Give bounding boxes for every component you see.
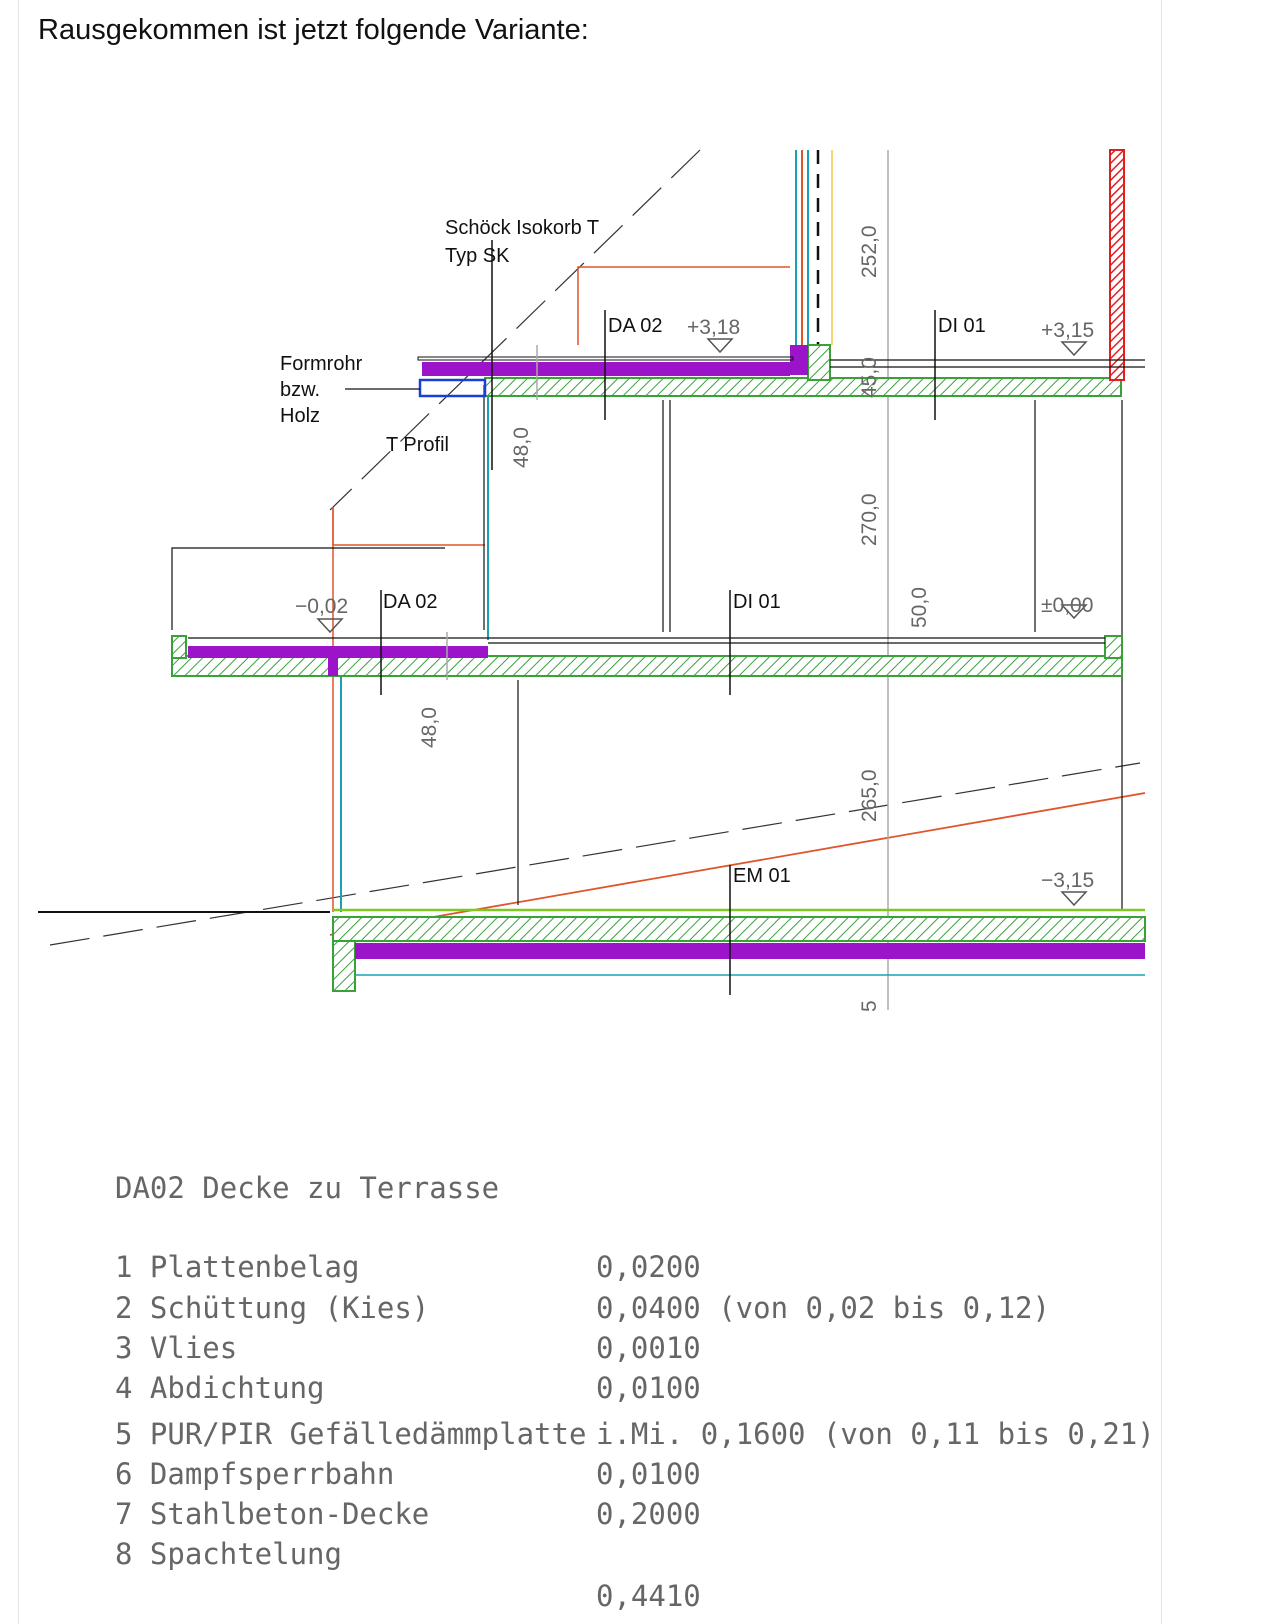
level-minus-315: −3,15 (1041, 869, 1095, 892)
legend-value-5: i.Mi. 0,1600 (von 0,11 bis 0,21) (596, 1417, 1155, 1451)
dimension-values (418, 225, 931, 1012)
label-typ-sk: Typ SK (445, 245, 510, 267)
legend-item-4: 4 Abdichtung (115, 1371, 325, 1405)
legend-value-2: 0,0400 (von 0,02 bis 0,12) (596, 1291, 1050, 1325)
legend-value-7: 0,2000 (596, 1497, 701, 1531)
label-holz: Holz (280, 405, 321, 427)
legend-item-3: 3 Vlies (115, 1331, 238, 1365)
legend-title: DA02 Decke zu Terrasse (115, 1171, 500, 1205)
dim-2520: 252,0 (858, 225, 881, 278)
label-isokorb: Schöck Isokorb T (445, 217, 600, 239)
legend-value-4: 0,0100 (596, 1371, 701, 1405)
wall-lines (172, 150, 1122, 1010)
section-marker-lines (381, 240, 935, 995)
label-di01-lower: DI 01 (733, 591, 781, 613)
post-intro-text: Rausgekommen ist jetzt folgende Variante: (38, 14, 589, 46)
legend-value-1: 0,0200 (596, 1250, 701, 1284)
level-markers (318, 339, 1086, 905)
legend-item-7: 7 Stahlbeton-Decke (115, 1497, 430, 1531)
label-formrohr: Formrohr (280, 353, 363, 375)
level-plus-318: +3,18 (687, 316, 741, 339)
legend-total: 0,4410 (596, 1579, 701, 1613)
dim-2650: 265,0 (858, 769, 881, 822)
dim-450: 45,0 (858, 357, 881, 398)
dim-480-upper: 48,0 (510, 427, 533, 468)
legend-item-8: 8 Spachtelung (115, 1537, 342, 1571)
legend-item-1: 1 Plattenbelag (115, 1250, 360, 1284)
dim-500: 50,0 (908, 587, 931, 628)
legend-value-6: 0,0100 (596, 1457, 701, 1491)
legend-value-3: 0,0010 (596, 1331, 701, 1365)
slope-line (330, 793, 1145, 935)
legend-item-2: 2 Schüttung (Kies) (115, 1291, 430, 1325)
level-zero: ±0,00 (1041, 594, 1094, 617)
label-bzw: bzw. (280, 379, 321, 401)
dim-480-lower: 48,0 (418, 707, 441, 748)
label-t-profil: T Profil (386, 434, 449, 456)
middle-slab (172, 636, 1122, 676)
label-di01-upper: DI 01 (938, 315, 986, 337)
dim-2700: 270,0 (858, 493, 881, 546)
label-em01: EM 01 (733, 865, 791, 887)
legend-item-6: 6 Dampfsperrbahn (115, 1457, 395, 1491)
dim-5: 5 (858, 1000, 881, 1012)
level-plus-315: +3,15 (1041, 319, 1095, 342)
upper-slab (418, 150, 1145, 396)
label-da02-lower: DA 02 (383, 591, 438, 613)
label-da02-upper: DA 02 (608, 315, 663, 337)
layer-legend (115, 1171, 1155, 1613)
legend-item-5: 5 PUR/PIR Gefälledämmplatte (115, 1417, 587, 1451)
lower-slab (333, 910, 1145, 991)
level-minus-002: −0,02 (295, 595, 349, 618)
